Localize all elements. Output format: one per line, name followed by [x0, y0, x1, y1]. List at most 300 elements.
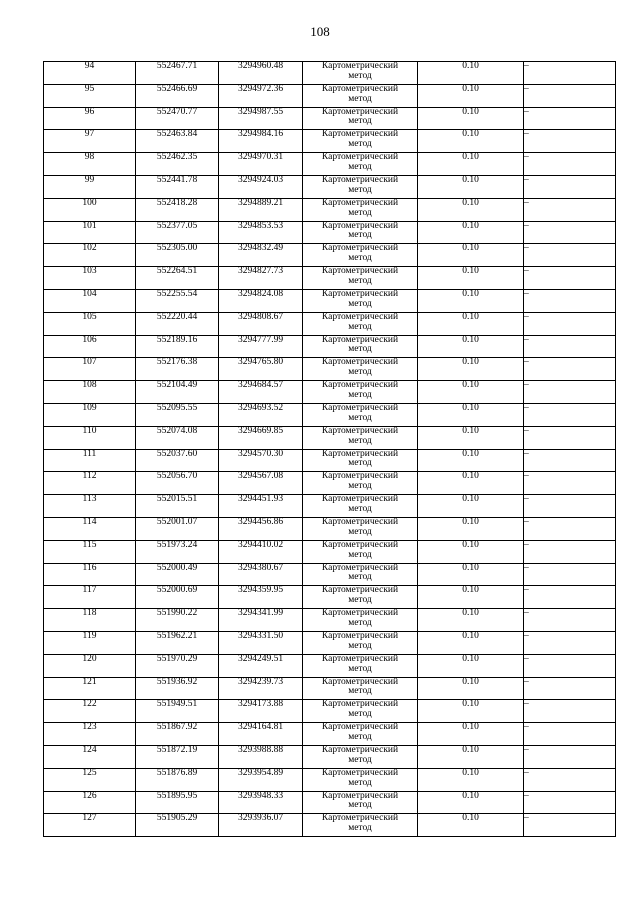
x-coordinate-cell: 552176.38	[136, 358, 219, 381]
y-coordinate-cell: 3294984.16	[219, 130, 303, 153]
accuracy-cell: 0.10	[418, 62, 524, 85]
method-label-line1: Картометрический	[321, 380, 399, 391]
note-cell: –	[524, 677, 616, 700]
method-label-line2: метод	[348, 640, 372, 651]
table-row	[44, 768, 616, 791]
accuracy-cell: 0.10	[418, 289, 524, 312]
method-label-line2: метод	[348, 230, 372, 241]
table-row	[44, 677, 616, 700]
x-coordinate-cell: 552305.00	[136, 244, 219, 267]
accuracy-cell: 0.10	[418, 335, 524, 358]
table-row	[44, 723, 616, 746]
note-cell: –	[524, 221, 616, 244]
accuracy-cell: 0.10	[418, 723, 524, 746]
method-label-line1: Картометрический	[321, 539, 399, 550]
x-coordinate-cell: 552037.60	[136, 449, 219, 472]
y-coordinate-cell: 3294808.67	[219, 312, 303, 335]
table-row	[44, 540, 616, 563]
table-row	[44, 244, 616, 267]
point-number-cell: 99	[44, 175, 136, 198]
method-cell	[303, 153, 418, 176]
table-row	[44, 472, 616, 495]
x-coordinate-cell: 552463.84	[136, 130, 219, 153]
method-label-line2: метод	[348, 800, 372, 811]
accuracy-cell: 0.10	[418, 586, 524, 609]
table-row	[44, 495, 616, 518]
table-row	[44, 198, 616, 221]
method-label-line1: Картометрический	[321, 562, 399, 573]
method-cell	[303, 381, 418, 404]
table-row	[44, 403, 616, 426]
accuracy-cell: 0.10	[418, 472, 524, 495]
y-coordinate-cell: 3293988.88	[219, 745, 303, 768]
point-number-cell: 105	[44, 312, 136, 335]
x-coordinate-cell: 552418.28	[136, 198, 219, 221]
x-coordinate-cell: 551970.29	[136, 654, 219, 677]
point-number-cell: 124	[44, 745, 136, 768]
note-cell: –	[524, 517, 616, 540]
method-label-line2: метод	[348, 731, 372, 742]
x-coordinate-cell: 551905.29	[136, 814, 219, 837]
note-cell: –	[524, 107, 616, 130]
method-cell	[303, 198, 418, 221]
method-label-line2: метод	[348, 549, 372, 560]
method-label-line2: метод	[348, 367, 372, 378]
accuracy-cell: 0.10	[418, 221, 524, 244]
method-label-line2: метод	[348, 709, 372, 720]
table-row	[44, 745, 616, 768]
point-number-cell: 121	[44, 677, 136, 700]
point-number-cell: 120	[44, 654, 136, 677]
note-cell: –	[524, 495, 616, 518]
method-cell	[303, 495, 418, 518]
method-label-line2: метод	[348, 617, 372, 628]
x-coordinate-cell: 552441.78	[136, 175, 219, 198]
method-label-line2: метод	[348, 389, 372, 400]
accuracy-cell: 0.10	[418, 700, 524, 723]
y-coordinate-cell: 3294777.99	[219, 335, 303, 358]
note-cell: –	[524, 130, 616, 153]
note-cell: –	[524, 540, 616, 563]
point-number-cell: 123	[44, 723, 136, 746]
x-coordinate-cell: 551962.21	[136, 631, 219, 654]
x-coordinate-cell: 552074.08	[136, 426, 219, 449]
point-number-cell: 108	[44, 381, 136, 404]
note-cell: –	[524, 586, 616, 609]
page-number: 108	[310, 24, 330, 39]
point-number-cell: 126	[44, 791, 136, 814]
method-label-line1: Картометрический	[321, 676, 399, 687]
point-number-cell: 109	[44, 403, 136, 426]
point-number-cell: 117	[44, 586, 136, 609]
note-cell: –	[524, 84, 616, 107]
note-cell: –	[524, 700, 616, 723]
accuracy-cell: 0.10	[418, 540, 524, 563]
table-row	[44, 791, 616, 814]
y-coordinate-cell: 3294832.49	[219, 244, 303, 267]
accuracy-cell: 0.10	[418, 677, 524, 700]
accuracy-cell: 0.10	[418, 517, 524, 540]
y-coordinate-cell: 3294970.31	[219, 153, 303, 176]
y-coordinate-cell: 3294889.21	[219, 198, 303, 221]
accuracy-cell: 0.10	[418, 495, 524, 518]
method-label-line1: Картометрический	[321, 106, 399, 117]
x-coordinate-cell: 552095.55	[136, 403, 219, 426]
method-cell	[303, 62, 418, 85]
note-cell: –	[524, 358, 616, 381]
x-coordinate-cell: 551872.19	[136, 745, 219, 768]
note-cell: –	[524, 335, 616, 358]
method-label-line2: метод	[348, 777, 372, 788]
note-cell: –	[524, 175, 616, 198]
accuracy-cell: 0.10	[418, 107, 524, 130]
method-label-line1: Картометрический	[321, 311, 399, 322]
method-label-line1: Картометрический	[321, 790, 399, 801]
point-number-cell: 106	[44, 335, 136, 358]
accuracy-cell: 0.10	[418, 745, 524, 768]
method-cell	[303, 267, 418, 290]
table-row	[44, 631, 616, 654]
y-coordinate-cell: 3294239.73	[219, 677, 303, 700]
method-cell	[303, 289, 418, 312]
method-label-line1: Картометрический	[321, 744, 399, 755]
method-label-line1: Картометрический	[321, 653, 399, 664]
method-label-line2: метод	[348, 458, 372, 469]
point-number-cell: 98	[44, 153, 136, 176]
x-coordinate-cell: 551867.92	[136, 723, 219, 746]
x-coordinate-cell: 551973.24	[136, 540, 219, 563]
note-cell: –	[524, 472, 616, 495]
y-coordinate-cell: 3294853.53	[219, 221, 303, 244]
method-label-line2: метод	[348, 93, 372, 104]
x-coordinate-cell: 552264.51	[136, 267, 219, 290]
method-label-line1: Картометрический	[321, 220, 399, 231]
method-cell	[303, 814, 418, 837]
point-number-cell: 113	[44, 495, 136, 518]
y-coordinate-cell: 3294924.03	[219, 175, 303, 198]
x-coordinate-cell: 551949.51	[136, 700, 219, 723]
accuracy-cell: 0.10	[418, 426, 524, 449]
note-cell: –	[524, 198, 616, 221]
method-cell	[303, 84, 418, 107]
accuracy-cell: 0.10	[418, 175, 524, 198]
method-label-line1: Картометрический	[321, 129, 399, 140]
method-cell	[303, 472, 418, 495]
method-label-line2: метод	[348, 275, 372, 286]
point-number-cell: 125	[44, 768, 136, 791]
y-coordinate-cell: 3294827.73	[219, 267, 303, 290]
method-label-line1: Картометрический	[321, 61, 399, 71]
x-coordinate-cell: 552466.69	[136, 84, 219, 107]
accuracy-cell: 0.10	[418, 609, 524, 632]
method-label-line2: метод	[348, 595, 372, 606]
method-label-line2: метод	[348, 481, 372, 492]
table-row	[44, 381, 616, 404]
table-row	[44, 609, 616, 632]
table-row	[44, 449, 616, 472]
y-coordinate-cell: 3294972.36	[219, 84, 303, 107]
method-label-line2: метод	[348, 207, 372, 218]
y-coordinate-cell: 3294824.08	[219, 289, 303, 312]
method-cell	[303, 403, 418, 426]
coordinates-table	[43, 61, 616, 837]
method-cell	[303, 631, 418, 654]
note-cell: –	[524, 814, 616, 837]
method-label-line1: Картометрический	[321, 174, 399, 185]
note-cell: –	[524, 768, 616, 791]
method-label-line1: Картометрический	[321, 357, 399, 368]
accuracy-cell: 0.10	[418, 563, 524, 586]
method-label-line1: Картометрический	[321, 425, 399, 436]
note-cell: –	[524, 426, 616, 449]
table-row	[44, 654, 616, 677]
table-row	[44, 267, 616, 290]
method-cell	[303, 540, 418, 563]
point-number-cell: 110	[44, 426, 136, 449]
note-cell: –	[524, 745, 616, 768]
accuracy-cell: 0.10	[418, 84, 524, 107]
y-coordinate-cell: 3294380.67	[219, 563, 303, 586]
method-label-line2: метод	[348, 344, 372, 355]
x-coordinate-cell: 551990.22	[136, 609, 219, 632]
accuracy-cell: 0.10	[418, 654, 524, 677]
method-label-line1: Картометрический	[321, 243, 399, 254]
method-label-line1: Картометрический	[321, 699, 399, 710]
accuracy-cell: 0.10	[418, 244, 524, 267]
table-row	[44, 335, 616, 358]
x-coordinate-cell: 552001.07	[136, 517, 219, 540]
note-cell: –	[524, 289, 616, 312]
y-coordinate-cell: 3294567.08	[219, 472, 303, 495]
x-coordinate-cell: 552189.16	[136, 335, 219, 358]
x-coordinate-cell: 552462.35	[136, 153, 219, 176]
table-row	[44, 814, 616, 837]
table-row	[44, 130, 616, 153]
accuracy-cell: 0.10	[418, 267, 524, 290]
method-label-line1: Картометрический	[321, 585, 399, 596]
accuracy-cell: 0.10	[418, 312, 524, 335]
note-cell: –	[524, 609, 616, 632]
table-row	[44, 358, 616, 381]
accuracy-cell: 0.10	[418, 198, 524, 221]
table-row	[44, 586, 616, 609]
x-coordinate-cell: 552000.69	[136, 586, 219, 609]
point-number-cell: 111	[44, 449, 136, 472]
accuracy-cell: 0.10	[418, 449, 524, 472]
method-label-line1: Картометрический	[321, 516, 399, 527]
method-label-line1: Картометрический	[321, 722, 399, 733]
method-label-line1: Картометрический	[321, 288, 399, 299]
y-coordinate-cell: 3294570.30	[219, 449, 303, 472]
method-label-line2: метод	[348, 161, 372, 172]
y-coordinate-cell: 3293948.33	[219, 791, 303, 814]
method-cell	[303, 312, 418, 335]
method-label-line1: Картометрический	[321, 813, 399, 824]
y-coordinate-cell: 3294765.80	[219, 358, 303, 381]
x-coordinate-cell: 551936.92	[136, 677, 219, 700]
table-row	[44, 107, 616, 130]
accuracy-cell: 0.10	[418, 768, 524, 791]
table-row	[44, 221, 616, 244]
point-number-cell: 102	[44, 244, 136, 267]
x-coordinate-cell: 552467.71	[136, 62, 219, 85]
note-cell: –	[524, 654, 616, 677]
method-label-line1: Картометрический	[321, 402, 399, 413]
y-coordinate-cell: 3294173.88	[219, 700, 303, 723]
table-row	[44, 62, 616, 85]
method-cell	[303, 700, 418, 723]
y-coordinate-cell: 3294341.99	[219, 609, 303, 632]
note-cell: –	[524, 381, 616, 404]
y-coordinate-cell: 3294249.51	[219, 654, 303, 677]
accuracy-cell: 0.10	[418, 403, 524, 426]
table-row	[44, 175, 616, 198]
point-number-cell: 104	[44, 289, 136, 312]
table-row	[44, 517, 616, 540]
note-cell: –	[524, 791, 616, 814]
method-cell	[303, 563, 418, 586]
method-label-line2: метод	[348, 116, 372, 127]
table-row	[44, 426, 616, 449]
x-coordinate-cell: 552000.49	[136, 563, 219, 586]
accuracy-cell: 0.10	[418, 814, 524, 837]
table-row	[44, 700, 616, 723]
point-number-cell: 127	[44, 814, 136, 837]
method-cell	[303, 609, 418, 632]
y-coordinate-cell: 3294359.95	[219, 586, 303, 609]
method-label-line2: метод	[348, 253, 372, 264]
coordinates-table-body	[44, 62, 616, 837]
point-number-cell: 116	[44, 563, 136, 586]
x-coordinate-cell: 552377.05	[136, 221, 219, 244]
table-row	[44, 563, 616, 586]
y-coordinate-cell: 3294987.55	[219, 107, 303, 130]
method-label-line1: Картометрический	[321, 152, 399, 163]
method-label-line1: Картометрический	[321, 767, 399, 778]
method-label-line2: метод	[348, 412, 372, 423]
table-row	[44, 153, 616, 176]
x-coordinate-cell: 552104.49	[136, 381, 219, 404]
method-cell	[303, 791, 418, 814]
y-coordinate-cell: 3293954.89	[219, 768, 303, 791]
point-number-cell: 118	[44, 609, 136, 632]
x-coordinate-cell: 551876.89	[136, 768, 219, 791]
method-label-line1: Картометрический	[321, 630, 399, 641]
method-label-line2: метод	[348, 663, 372, 674]
x-coordinate-cell: 551895.95	[136, 791, 219, 814]
method-cell	[303, 586, 418, 609]
point-number-cell: 122	[44, 700, 136, 723]
y-coordinate-cell: 3294410.02	[219, 540, 303, 563]
method-label-line1: Картометрический	[321, 608, 399, 619]
note-cell: –	[524, 563, 616, 586]
accuracy-cell: 0.10	[418, 153, 524, 176]
note-cell: –	[524, 403, 616, 426]
point-number-cell: 103	[44, 267, 136, 290]
method-cell	[303, 130, 418, 153]
method-label-line2: метод	[348, 686, 372, 697]
method-label-line2: метод	[348, 184, 372, 195]
x-coordinate-cell: 552220.44	[136, 312, 219, 335]
method-label-line2: метод	[348, 503, 372, 514]
method-cell	[303, 426, 418, 449]
method-label-line1: Картометрический	[321, 83, 399, 94]
x-coordinate-cell: 552470.77	[136, 107, 219, 130]
method-label-line1: Картометрический	[321, 448, 399, 459]
point-number-cell: 100	[44, 198, 136, 221]
note-cell: –	[524, 267, 616, 290]
x-coordinate-cell: 552015.51	[136, 495, 219, 518]
note-cell: –	[524, 723, 616, 746]
point-number-cell: 115	[44, 540, 136, 563]
method-cell	[303, 221, 418, 244]
method-cell	[303, 517, 418, 540]
method-cell	[303, 107, 418, 130]
method-cell	[303, 449, 418, 472]
note-cell: –	[524, 631, 616, 654]
table-row	[44, 84, 616, 107]
method-label-line2: метод	[348, 435, 372, 446]
method-label-line2: метод	[348, 526, 372, 537]
method-cell	[303, 358, 418, 381]
method-label-line2: метод	[348, 139, 372, 150]
point-number-cell: 95	[44, 84, 136, 107]
y-coordinate-cell: 3294684.57	[219, 381, 303, 404]
point-number-cell: 96	[44, 107, 136, 130]
point-number-cell: 97	[44, 130, 136, 153]
method-label-line2: метод	[348, 70, 372, 81]
y-coordinate-cell: 3294960.48	[219, 62, 303, 85]
y-coordinate-cell: 3294669.85	[219, 426, 303, 449]
method-cell	[303, 768, 418, 791]
table-row	[44, 289, 616, 312]
accuracy-cell: 0.10	[418, 791, 524, 814]
method-label-line1: Картометрический	[321, 494, 399, 505]
x-coordinate-cell: 552056.70	[136, 472, 219, 495]
method-label-line2: метод	[348, 572, 372, 583]
note-cell: –	[524, 153, 616, 176]
y-coordinate-cell: 3294693.52	[219, 403, 303, 426]
x-coordinate-cell: 552255.54	[136, 289, 219, 312]
point-number-cell: 94	[44, 62, 136, 85]
method-label-line1: Картометрический	[321, 471, 399, 482]
y-coordinate-cell: 3294451.93	[219, 495, 303, 518]
point-number-cell: 114	[44, 517, 136, 540]
method-label-line1: Картометрический	[321, 266, 399, 277]
method-cell	[303, 335, 418, 358]
accuracy-cell: 0.10	[418, 358, 524, 381]
y-coordinate-cell: 3294456.86	[219, 517, 303, 540]
method-label-line2: метод	[348, 298, 372, 309]
method-label-line2: метод	[348, 823, 372, 834]
point-number-cell: 112	[44, 472, 136, 495]
method-label-line1: Картометрический	[321, 197, 399, 208]
y-coordinate-cell: 3294164.81	[219, 723, 303, 746]
note-cell: –	[524, 244, 616, 267]
point-number-cell: 101	[44, 221, 136, 244]
point-number-cell: 119	[44, 631, 136, 654]
accuracy-cell: 0.10	[418, 631, 524, 654]
accuracy-cell: 0.10	[418, 381, 524, 404]
point-number-cell: 107	[44, 358, 136, 381]
note-cell: –	[524, 449, 616, 472]
method-label-line1: Картометрический	[321, 334, 399, 345]
method-cell	[303, 723, 418, 746]
y-coordinate-cell: 3294331.50	[219, 631, 303, 654]
method-cell	[303, 745, 418, 768]
method-label-line2: метод	[348, 321, 372, 332]
method-cell	[303, 244, 418, 267]
